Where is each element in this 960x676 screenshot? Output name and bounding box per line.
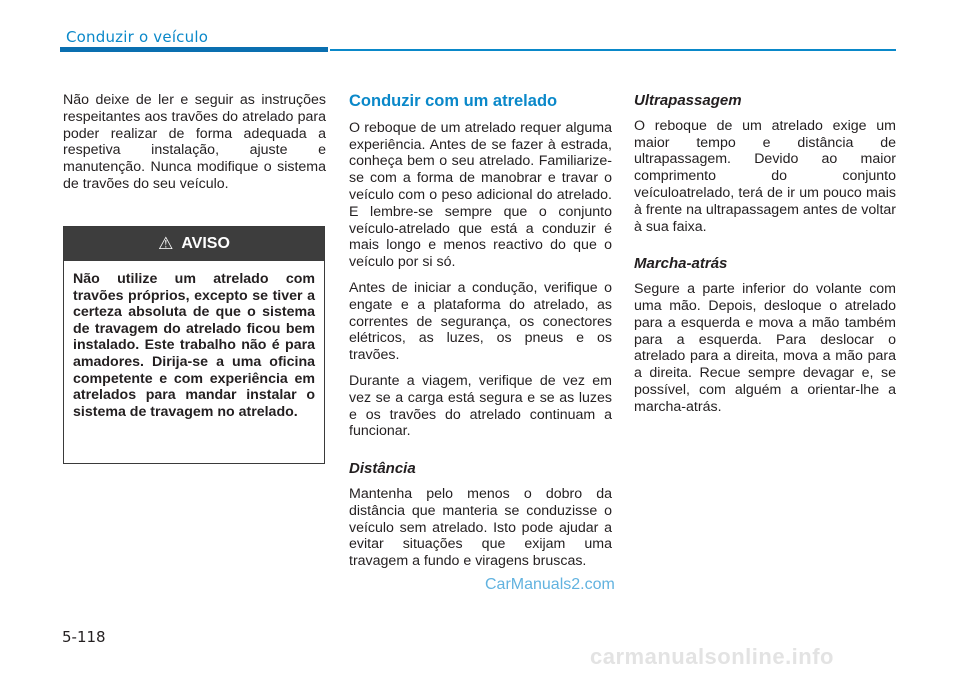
warning-text: Não utilize um atrelado com travões próprios, excepto se tiver a certeza absoluta de que o sistema de travagem do atrelado ficou bem instalado. Este trabalho não é para amadores. Dirija-se a uma oficina competente e com experiência em atrelados para mandar instalar o sistema de travagem no atrelado. — [73, 271, 315, 420]
warning-label: AVISO — [181, 235, 230, 252]
warning-box — [63, 226, 325, 464]
watermark-center: CarManuals2.com — [485, 576, 615, 593]
section-title: Conduzir o veículo — [66, 28, 209, 46]
heading-towing: Conduzir com um atrelado — [349, 92, 558, 110]
column-middle — [349, 93, 612, 579]
warning-triangle-icon: ⚠ — [158, 234, 174, 253]
watermark-bottom: carmanualsonline.info — [590, 644, 834, 669]
intro-paragraph: Não deixe de ler e seguir as instruções respeitantes aos travões do atrelado para poder realizar de forma adequada a respetiva instalação, ajuste e manutenção. Nunca modifique o sistema de travões do seu veículo. — [63, 92, 326, 192]
reverse-paragraph: Segure a parte inferior do volante com uma mão. Depois, desloque o atrelado para a esquerda e mova a mão também para a esquerda. Para deslocar o atrelado para a direita, mova a mão para a direita. Recue sempre devagar e, se possível, com alguém a orientar-lhe a marcha-atrás. — [634, 281, 896, 415]
towing-paragraph-3: Durante a viagem, verifique de vez em vez se a carga está segura e se as luzes e os travões do atrelado continuam a funcionar. — [349, 372, 612, 440]
header-rule-thick — [60, 47, 328, 52]
header-rule-thin — [330, 49, 896, 51]
towing-paragraph-1: O reboque de um atrelado requer alguma experiência. Antes de se fazer à estrada, conheça bem o seu atrelado. Familiarize-se com a forma de manobrar e travar o veículo com o peso adicional do atrelado. E lembre-se sempre que o conjunto veículo-atrelado que está a conduzir é mais longo e menos reactivo do que o veículo por si só. — [349, 119, 612, 271]
towing-paragraph-2: Antes de iniciar a condução, verifique o engate e a plataforma do atrelado, as correntes de segurança, os conectores elétricos, as luzes, os pneus e os travões. — [349, 279, 612, 364]
subheading-distance: Distância — [349, 460, 416, 478]
subheading-overtaking: Ultrapassagem — [634, 92, 742, 109]
overtaking-paragraph: O reboque de um atrelado exige um maior tempo e distância de ultrapassagem. Devido ao maior comprimento do conjunto veículoatrelado, terá de ir um pouco mais à frente na ultrapassagem antes de voltar à sua faixa. — [634, 117, 896, 235]
page-number: 5-118 — [62, 628, 106, 646]
column-left — [63, 92, 326, 202]
warning-header — [64, 227, 324, 261]
subheading-reverse: Marcha-atrás — [634, 255, 728, 273]
column-right — [634, 93, 896, 425]
distance-paragraph: Mantenha pelo menos o dobro da distância que manteria se conduzisse o veículo sem atrelado. Isto pode ajudar a evitar situações que exijam uma travagem a fundo e viragens bruscas. — [349, 485, 612, 570]
